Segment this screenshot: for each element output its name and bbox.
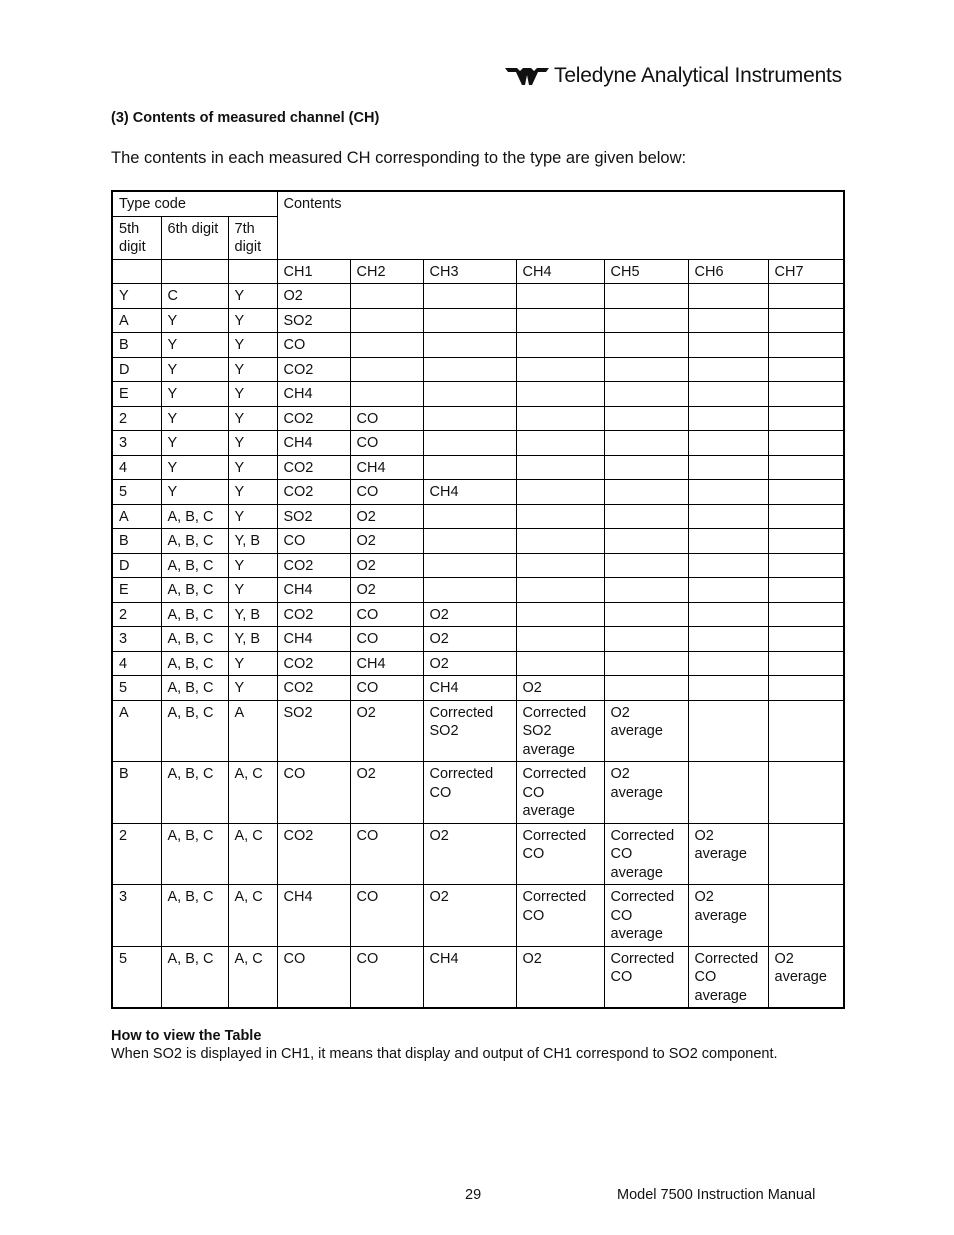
table-row — [112, 700, 844, 762]
table-row — [112, 946, 844, 1008]
table-cell: CO2 — [277, 357, 350, 382]
table-cell: CH4 — [423, 946, 516, 1008]
table-cell: CO — [350, 627, 423, 652]
intro-text: The contents in each measured CH corresponding to the type are given below: — [111, 149, 687, 167]
digit-header: 5th digit — [112, 216, 161, 259]
table-cell: Corrected CO average — [688, 946, 768, 1008]
table-cell: A — [112, 308, 161, 333]
table-cell: O2 average — [604, 700, 688, 762]
digit-header: 7th digit — [228, 216, 277, 259]
table-row — [112, 382, 844, 407]
table-cell — [604, 431, 688, 456]
table-cell: A, B, C — [161, 602, 228, 627]
table-cell — [604, 382, 688, 407]
table-cell: CH4 — [277, 382, 350, 407]
table-cell — [516, 553, 604, 578]
table-cell: A, B, C — [161, 578, 228, 603]
table-cell: A, B, C — [161, 651, 228, 676]
table-cell — [516, 406, 604, 431]
table-cell: Y — [161, 308, 228, 333]
channel-header: CH5 — [604, 259, 688, 284]
table-cell — [768, 553, 844, 578]
table-cell: Y — [228, 284, 277, 309]
table-cell: Y — [228, 357, 277, 382]
table-cell: CO — [277, 333, 350, 358]
table-row — [112, 578, 844, 603]
table-cell: Corrected CO — [516, 823, 604, 885]
page-number: 29 — [465, 1187, 482, 1203]
table-cell: 3 — [112, 431, 161, 456]
table-row — [112, 431, 844, 456]
table-cell: O2 — [350, 700, 423, 762]
table-cell: CH4 — [350, 455, 423, 480]
empty-cell — [228, 259, 277, 284]
table-row — [112, 602, 844, 627]
table-cell — [516, 529, 604, 554]
table-cell: O2 — [350, 529, 423, 554]
table-cell — [604, 308, 688, 333]
table-cell — [350, 284, 423, 309]
table-cell — [688, 431, 768, 456]
table-cell: CO — [350, 480, 423, 505]
table-cell — [423, 504, 516, 529]
table-row — [112, 553, 844, 578]
table-cell — [604, 333, 688, 358]
table-cell — [423, 431, 516, 456]
table-cell: CO — [350, 823, 423, 885]
table-cell: 4 — [112, 455, 161, 480]
empty-cell — [112, 259, 161, 284]
table-cell: A, B, C — [161, 553, 228, 578]
table-cell: Y — [228, 578, 277, 603]
table-cell — [516, 455, 604, 480]
table-cell: A, B, C — [161, 504, 228, 529]
table-body — [112, 284, 844, 1009]
table-cell: O2 — [350, 504, 423, 529]
table-cell: A — [112, 504, 161, 529]
table-cell: Y — [228, 455, 277, 480]
table-row — [112, 762, 844, 824]
table-cell — [768, 823, 844, 885]
channel-header: CH3 — [423, 259, 516, 284]
table-cell — [604, 406, 688, 431]
table-cell — [688, 504, 768, 529]
table-cell — [604, 651, 688, 676]
table-cell: A, B, C — [161, 823, 228, 885]
table-cell: A — [112, 700, 161, 762]
section-title: (3) Contents of measured channel (CH) — [111, 110, 380, 126]
table-cell: Y — [228, 333, 277, 358]
table-cell — [423, 578, 516, 603]
table-cell — [516, 357, 604, 382]
table-cell: CO — [350, 602, 423, 627]
table-cell — [688, 700, 768, 762]
table-row — [112, 357, 844, 382]
table-cell: 5 — [112, 676, 161, 701]
table-cell: Y, B — [228, 602, 277, 627]
digit-header: 6th digit — [161, 216, 228, 259]
table-cell: D — [112, 553, 161, 578]
table-cell: Corrected SO2 average — [516, 700, 604, 762]
table-cell: Y — [228, 382, 277, 407]
table-cell: O2 average — [688, 823, 768, 885]
table-cell: E — [112, 382, 161, 407]
table-cell: O2 — [277, 284, 350, 309]
table-cell: O2 average — [768, 946, 844, 1008]
table-cell — [350, 308, 423, 333]
table-row — [112, 333, 844, 358]
table-cell — [423, 357, 516, 382]
table-cell: CO2 — [277, 455, 350, 480]
type-code-header: Type code — [112, 191, 277, 216]
table-cell — [604, 455, 688, 480]
table-cell: Y — [228, 431, 277, 456]
table-cell: A, B, C — [161, 700, 228, 762]
table-cell: 2 — [112, 406, 161, 431]
table-cell: O2 average — [604, 762, 688, 824]
table-cell — [604, 529, 688, 554]
table-cell: B — [112, 333, 161, 358]
table-cell: B — [112, 529, 161, 554]
table-cell: CH4 — [277, 431, 350, 456]
table-cell: 5 — [112, 946, 161, 1008]
table-cell — [604, 284, 688, 309]
table-cell: CH4 — [423, 676, 516, 701]
table-cell: Y — [228, 406, 277, 431]
table-cell: Y — [161, 406, 228, 431]
table-cell: CH4 — [277, 885, 350, 947]
table-cell: O2 — [350, 578, 423, 603]
table-cell: Y — [228, 308, 277, 333]
table-row — [112, 627, 844, 652]
table-cell: O2 — [423, 823, 516, 885]
table-cell — [604, 553, 688, 578]
table-cell: O2 — [423, 627, 516, 652]
table-cell: Y — [161, 333, 228, 358]
table-cell: CO2 — [277, 823, 350, 885]
table-cell: A — [228, 700, 277, 762]
table-cell — [688, 651, 768, 676]
table-cell — [688, 480, 768, 505]
table-cell: Y — [228, 504, 277, 529]
table-header-row — [112, 191, 844, 216]
table-cell — [423, 308, 516, 333]
table-cell — [688, 357, 768, 382]
table-cell — [688, 627, 768, 652]
table-cell — [768, 529, 844, 554]
table-cell: D — [112, 357, 161, 382]
table-cell: SO2 — [277, 700, 350, 762]
table-cell: CO2 — [277, 553, 350, 578]
table-cell: Y — [161, 382, 228, 407]
table-cell: O2 — [516, 676, 604, 701]
table-cell — [768, 431, 844, 456]
table-cell — [768, 357, 844, 382]
table-row — [112, 651, 844, 676]
table-cell — [688, 406, 768, 431]
channel-header: CH1 — [277, 259, 350, 284]
table-cell: Corrected CO average — [604, 823, 688, 885]
table-cell — [768, 700, 844, 762]
contents-header: Contents — [277, 191, 844, 259]
table-row — [112, 284, 844, 309]
table-cell: Y, B — [228, 627, 277, 652]
table-cell — [604, 480, 688, 505]
table-cell — [688, 382, 768, 407]
table-cell: O2 — [423, 885, 516, 947]
table-cell — [688, 762, 768, 824]
table-cell: 2 — [112, 602, 161, 627]
table-cell — [768, 885, 844, 947]
table-cell — [768, 284, 844, 309]
empty-cell — [161, 259, 228, 284]
table-cell: CO — [350, 406, 423, 431]
table-cell: CO2 — [277, 480, 350, 505]
table-cell: Y — [161, 480, 228, 505]
table-cell — [604, 578, 688, 603]
table-cell: SO2 — [277, 504, 350, 529]
table-cell: Corrected CO — [423, 762, 516, 824]
teledyne-logo-icon — [504, 65, 550, 87]
table-cell: A, C — [228, 762, 277, 824]
table-row — [112, 406, 844, 431]
channel-header: CH6 — [688, 259, 768, 284]
table-cell — [768, 382, 844, 407]
table-cell — [604, 676, 688, 701]
table-cell: O2 — [516, 946, 604, 1008]
table-cell — [688, 333, 768, 358]
table-cell — [423, 455, 516, 480]
table-cell — [768, 455, 844, 480]
table-cell: O2 — [350, 762, 423, 824]
table-cell — [350, 333, 423, 358]
table-cell: SO2 — [277, 308, 350, 333]
table-cell: Y — [228, 480, 277, 505]
channel-header: CH7 — [768, 259, 844, 284]
table-cell — [516, 382, 604, 407]
table-cell: Y — [161, 431, 228, 456]
table-cell: A, B, C — [161, 529, 228, 554]
table-cell: O2 — [350, 553, 423, 578]
table-row — [112, 676, 844, 701]
table-cell — [516, 578, 604, 603]
table-cell — [688, 676, 768, 701]
table-cell: A, C — [228, 885, 277, 947]
table-cell: Y — [228, 676, 277, 701]
table-cell: A, B, C — [161, 627, 228, 652]
table-cell: Corrected CO average — [516, 762, 604, 824]
table-cell: CO — [277, 946, 350, 1008]
table-cell: B — [112, 762, 161, 824]
manual-title: Model 7500 Instruction Manual — [617, 1187, 816, 1203]
channel-contents-table — [111, 190, 845, 1009]
table-cell — [688, 553, 768, 578]
table-cell — [516, 651, 604, 676]
table-cell: Corrected CO average — [604, 885, 688, 947]
table-row — [112, 885, 844, 947]
table-cell — [350, 357, 423, 382]
table-cell: C — [161, 284, 228, 309]
table-cell — [604, 627, 688, 652]
brand-name: Teledyne Analytical Instruments — [554, 64, 842, 87]
table-cell: CH4 — [423, 480, 516, 505]
table-cell — [768, 480, 844, 505]
table-row — [112, 455, 844, 480]
table-row — [112, 308, 844, 333]
table-cell: A, B, C — [161, 946, 228, 1008]
table-cell — [423, 529, 516, 554]
table-cell — [516, 308, 604, 333]
table-cell: CO2 — [277, 406, 350, 431]
table-cell — [768, 602, 844, 627]
table-cell — [768, 627, 844, 652]
table-cell: A, B, C — [161, 762, 228, 824]
table-cell — [768, 762, 844, 824]
table-cell — [516, 431, 604, 456]
table-cell: CO — [350, 676, 423, 701]
table-cell — [768, 676, 844, 701]
table-cell: Corrected SO2 — [423, 700, 516, 762]
table-cell — [516, 627, 604, 652]
table-cell — [516, 480, 604, 505]
table-cell — [688, 578, 768, 603]
table-row — [112, 823, 844, 885]
table-cell: 3 — [112, 627, 161, 652]
table-cell — [516, 333, 604, 358]
table-cell: CO — [277, 762, 350, 824]
table-cell: Y — [161, 455, 228, 480]
table-cell: CO — [350, 885, 423, 947]
channel-header: CH4 — [516, 259, 604, 284]
table-cell — [350, 382, 423, 407]
table-cell: Corrected CO — [516, 885, 604, 947]
table-cell: Y — [112, 284, 161, 309]
table-cell: 5 — [112, 480, 161, 505]
table-cell: Y — [228, 553, 277, 578]
table-cell: O2 — [423, 602, 516, 627]
page-header — [504, 64, 842, 88]
table-cell — [688, 602, 768, 627]
table-cell: O2 — [423, 651, 516, 676]
table-cell — [423, 333, 516, 358]
table-cell — [423, 553, 516, 578]
table-cell: CH4 — [350, 651, 423, 676]
table-cell: CO — [350, 431, 423, 456]
table-row — [112, 529, 844, 554]
table-cell — [516, 284, 604, 309]
table-cell — [423, 284, 516, 309]
table-cell: 3 — [112, 885, 161, 947]
note-body: When SO2 is displayed in CH1, it means that display and output of CH1 correspond to SO2 component. — [111, 1046, 778, 1062]
table-cell: Y — [228, 651, 277, 676]
table-cell — [516, 504, 604, 529]
table-cell — [423, 382, 516, 407]
table-row — [112, 504, 844, 529]
table-cell: CH4 — [277, 578, 350, 603]
table-cell — [768, 578, 844, 603]
table-cell: A, B, C — [161, 885, 228, 947]
table-cell — [768, 333, 844, 358]
table-cell: CO — [277, 529, 350, 554]
table-cell — [688, 455, 768, 480]
table-cell: A, C — [228, 823, 277, 885]
table-cell: Corrected CO — [604, 946, 688, 1008]
table-cell — [768, 504, 844, 529]
table-cell: E — [112, 578, 161, 603]
channel-header: CH2 — [350, 259, 423, 284]
table-cell: CO2 — [277, 676, 350, 701]
table-cell — [604, 504, 688, 529]
table-cell — [688, 284, 768, 309]
table-row — [112, 480, 844, 505]
table-cell: A, C — [228, 946, 277, 1008]
table-cell: 2 — [112, 823, 161, 885]
table-cell — [604, 357, 688, 382]
table-cell — [768, 406, 844, 431]
table-cell — [768, 308, 844, 333]
table-cell: CO2 — [277, 651, 350, 676]
table-cell — [768, 651, 844, 676]
table-cell: 4 — [112, 651, 161, 676]
table-cell — [604, 602, 688, 627]
table-cell — [516, 602, 604, 627]
channel-header-row — [112, 259, 844, 284]
table-cell: Y — [161, 357, 228, 382]
table-cell — [688, 529, 768, 554]
table-cell — [688, 308, 768, 333]
note-title: How to view the Table — [111, 1028, 262, 1044]
table-cell: A, B, C — [161, 676, 228, 701]
table-cell: Y, B — [228, 529, 277, 554]
table-cell: O2 average — [688, 885, 768, 947]
table-cell: CH4 — [277, 627, 350, 652]
table-cell: CO2 — [277, 602, 350, 627]
table-cell — [423, 406, 516, 431]
table-cell: CO — [350, 946, 423, 1008]
